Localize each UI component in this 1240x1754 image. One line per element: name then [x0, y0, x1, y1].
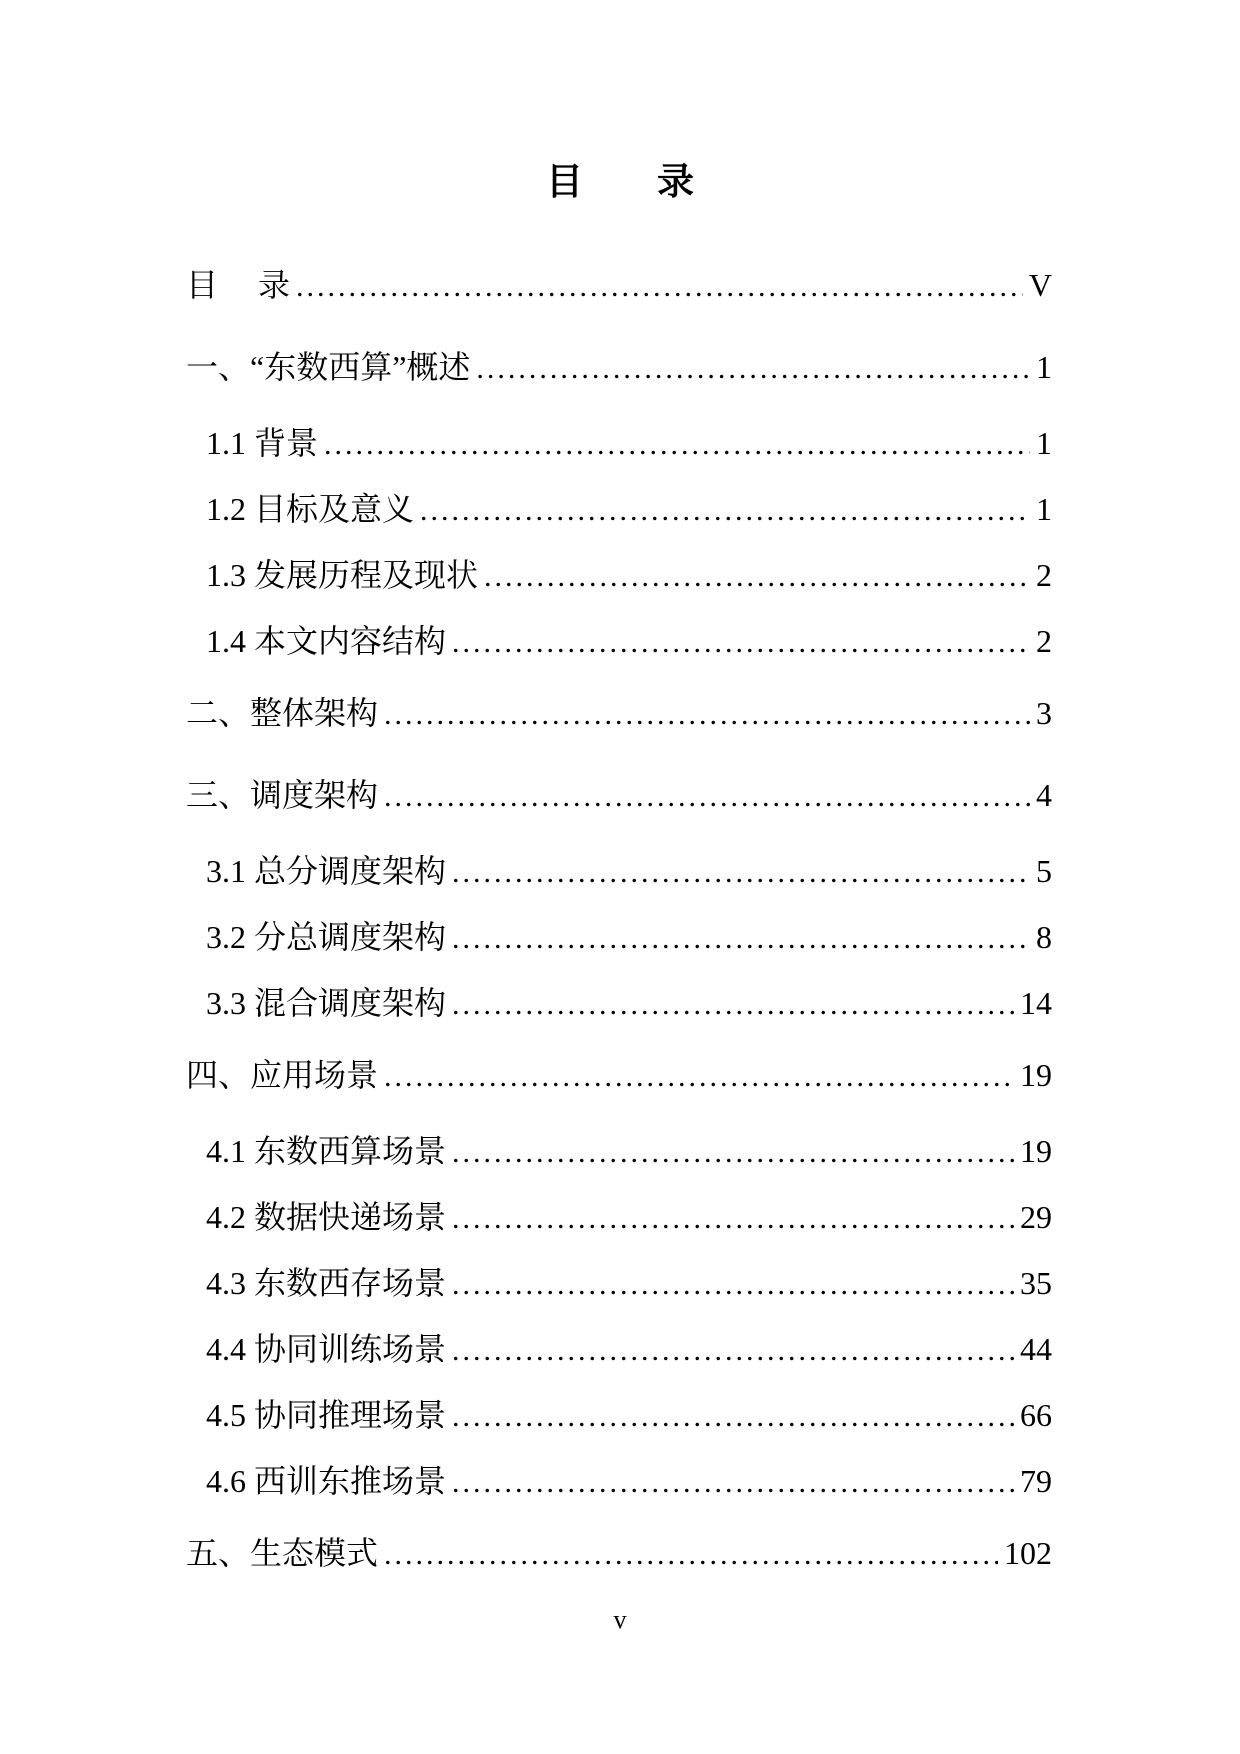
- dot-leader: [452, 906, 1030, 972]
- toc-entry-page-number: 3: [1036, 695, 1052, 731]
- dot-leader: [452, 1186, 1014, 1252]
- toc-entry[interactable]: [186, 542, 1052, 608]
- toc-entry[interactable]: [186, 1042, 1052, 1108]
- toc-entry-label: 1.1 背景: [206, 425, 319, 461]
- toc-entry[interactable]: [186, 1118, 1052, 1184]
- dot-leader: [324, 412, 1030, 478]
- dot-leader: [420, 478, 1030, 544]
- dot-leader: [484, 544, 1030, 610]
- dot-leader: [452, 1252, 1014, 1318]
- toc-entry-label: 三、调度架构: [186, 777, 379, 813]
- toc-list: [186, 246, 1052, 1596]
- toc-entry-page-number: V: [1028, 267, 1052, 303]
- dot-leader: [384, 682, 1030, 748]
- dot-leader: [384, 764, 1030, 830]
- toc-entry-label: 4.2 数据快递场景: [206, 1199, 447, 1235]
- toc-entry-page-number: 14: [1020, 985, 1052, 1021]
- toc-entry[interactable]: [186, 1448, 1052, 1514]
- toc-entry-label: 3.1 总分调度架构: [206, 853, 447, 889]
- toc-entry[interactable]: [186, 970, 1052, 1036]
- toc-entry-label: 3.3 混合调度架构: [206, 985, 447, 1021]
- toc-entry[interactable]: [186, 252, 1052, 318]
- toc-entry-label: 五、生态模式: [186, 1535, 379, 1571]
- dot-leader: [452, 1318, 1014, 1384]
- toc-entry[interactable]: [186, 1520, 1052, 1586]
- dot-leader: [296, 254, 1023, 320]
- toc-entry-page-number: 29: [1020, 1199, 1052, 1235]
- dot-leader: [452, 610, 1030, 676]
- toc-entry-label: 四、应用场景: [186, 1057, 379, 1093]
- toc-entry[interactable]: [186, 680, 1052, 746]
- toc-entry[interactable]: [186, 334, 1052, 400]
- toc-entry-label: 目 录: [186, 267, 291, 303]
- toc-entry-page-number: 66: [1020, 1397, 1052, 1433]
- dot-leader: [476, 336, 1030, 402]
- toc-entry-page-number: 1: [1036, 425, 1052, 461]
- dot-leader: [452, 840, 1030, 906]
- toc-entry-label: 4.3 东数西存场景: [206, 1265, 447, 1301]
- dot-leader: [452, 1450, 1014, 1516]
- toc-entry[interactable]: [186, 410, 1052, 476]
- dot-leader: [452, 1120, 1014, 1186]
- dot-leader: [384, 1044, 1014, 1110]
- toc-entry-page-number: 2: [1036, 623, 1052, 659]
- toc-entry-label: 1.2 目标及意义: [206, 491, 415, 527]
- dot-leader: [384, 1522, 998, 1588]
- dot-leader: [452, 1384, 1014, 1450]
- page-title: 目 录: [546, 161, 694, 202]
- toc-entry[interactable]: [186, 904, 1052, 970]
- toc-entry-page-number: 4: [1036, 777, 1052, 813]
- toc-entry-label: 1.4 本文内容结构: [206, 623, 447, 659]
- toc-entry[interactable]: [186, 1250, 1052, 1316]
- toc-entry-label: 4.6 西训东推场景: [206, 1463, 447, 1499]
- toc-entry-label: 3.2 分总调度架构: [206, 919, 447, 955]
- toc-entry[interactable]: [186, 608, 1052, 674]
- toc-entry-page-number: 19: [1020, 1133, 1052, 1169]
- toc-entry[interactable]: [186, 838, 1052, 904]
- toc-entry-page-number: 5: [1036, 853, 1052, 889]
- dot-leader: [452, 972, 1014, 1038]
- toc-entry-page-number: 44: [1020, 1331, 1052, 1367]
- toc-entry-label: 4.5 协同推理场景: [206, 1397, 447, 1433]
- toc-entry[interactable]: [186, 1316, 1052, 1382]
- toc-entry[interactable]: [186, 1382, 1052, 1448]
- toc-entry[interactable]: [186, 762, 1052, 828]
- toc-entry-page-number: 102: [1004, 1535, 1052, 1571]
- toc-entry-page-number: 2: [1036, 557, 1052, 593]
- toc-entry-page-number: 8: [1036, 919, 1052, 955]
- toc-entry-page-number: 35: [1020, 1265, 1052, 1301]
- toc-entry[interactable]: [186, 476, 1052, 542]
- toc-entry-label: 1.3 发展历程及现状: [206, 557, 479, 593]
- toc-entry-page-number: 1: [1036, 349, 1052, 385]
- toc-entry[interactable]: [186, 1184, 1052, 1250]
- toc-entry-page-number: 79: [1020, 1463, 1052, 1499]
- toc-entry-page-number: 1: [1036, 491, 1052, 527]
- toc-entry-label: 一、“东数西算”概述: [186, 349, 471, 385]
- toc-entry-label: 二、整体架构: [186, 695, 379, 731]
- toc-entry-page-number: 19: [1020, 1057, 1052, 1093]
- footer-page-number: v: [613, 1605, 627, 1634]
- toc-entry-label: 4.1 东数西算场景: [206, 1133, 447, 1169]
- toc-entry-label: 4.4 协同训练场景: [206, 1331, 447, 1367]
